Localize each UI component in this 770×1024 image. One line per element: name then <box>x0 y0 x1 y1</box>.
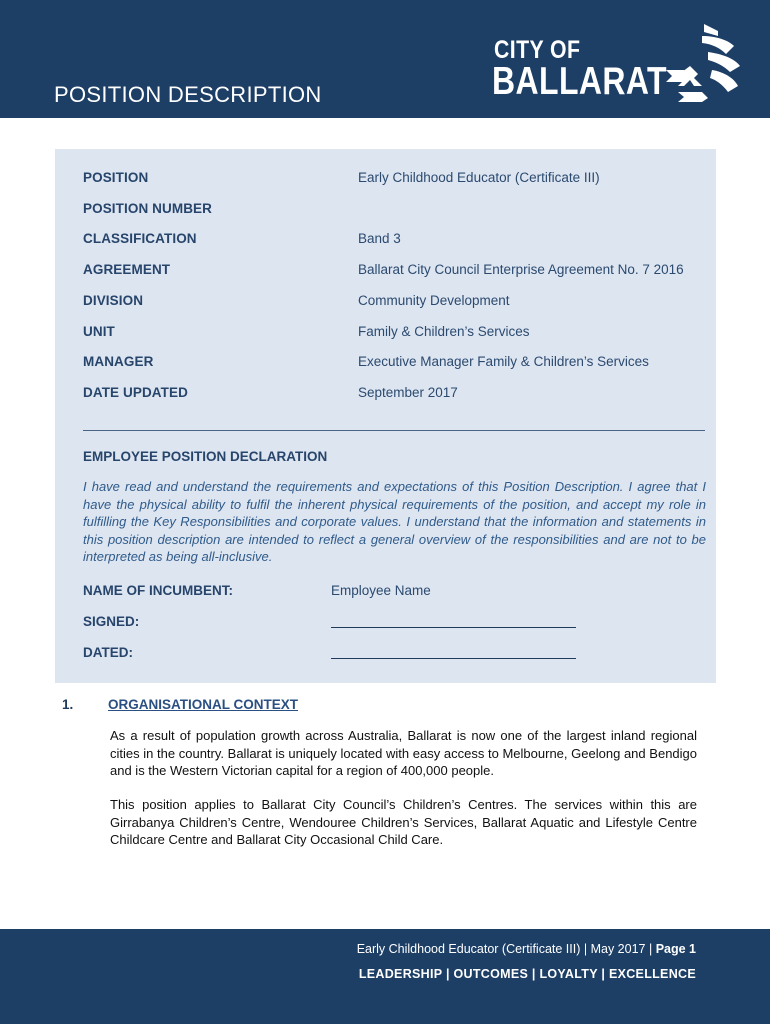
date-line[interactable] <box>331 658 576 659</box>
detail-label: POSITION NUMBER <box>83 201 213 216</box>
detail-row-agreement <box>83 262 703 280</box>
detail-row-classification <box>83 231 703 249</box>
incumbent-name-field[interactable]: Employee Name <box>331 583 431 598</box>
signed-label: SIGNED: <box>83 614 140 629</box>
dated-row <box>83 645 703 663</box>
detail-label: CLASSIFICATION <box>83 231 197 246</box>
detail-value: Band 3 <box>358 231 401 246</box>
section-title-organisational-context: ORGANISATIONAL CONTEXT <box>108 697 299 712</box>
incumbent-label: NAME OF INCUMBENT: <box>83 583 233 598</box>
detail-row-division <box>83 293 703 311</box>
ballarat-flag-logo-icon <box>664 22 744 102</box>
context-paragraph: As a result of population growth across Australia, Ballarat is now one of the largest inland regional cities in the country. Ballarat is uniquely located with easy access to Melbourne, Geelong and Bendigo and is the Western Victorian capital for a region of 400,000 people. <box>110 728 697 779</box>
document-title: POSITION DESCRIPTION <box>54 82 322 107</box>
detail-value: Early Childhood Educator (Certificate III) <box>358 170 600 185</box>
declaration-text: I have read and understand the requirements and expectations of this Position Description. I agree that I have the physical ability to fulfil the inherent physical requirements of the position, and accept my role in fulfilling the Key Responsibilities and corporate values. I understand that the information and statements in this position description are intended to reflect a general overview of the responsibilities and are not to be interpreted as being all-inclusive. <box>83 479 706 565</box>
detail-value: Family & Children’s Services <box>358 324 530 339</box>
detail-value: Community Development <box>358 293 510 308</box>
signature-line[interactable] <box>331 627 576 628</box>
footer-page-number: Page 1 <box>655 942 696 956</box>
detail-label: UNIT <box>83 324 115 339</box>
footer-document-info <box>357 942 696 956</box>
detail-label: DIVISION <box>83 293 144 308</box>
detail-value: Executive Manager Family & Children’s Services <box>358 354 649 369</box>
footer-banner <box>0 929 770 1024</box>
detail-value: September 2017 <box>358 385 458 400</box>
detail-label: DATE UPDATED <box>83 385 188 400</box>
dated-label: DATED: <box>83 645 133 660</box>
incumbent-name-row <box>83 583 703 601</box>
detail-label: AGREEMENT <box>83 262 171 277</box>
footer-tagline: LEADERSHIP | OUTCOMES | LOYALTY | EXCELLENCE <box>358 967 696 981</box>
declaration-heading: EMPLOYEE POSITION DECLARATION <box>83 449 328 464</box>
detail-row-unit <box>83 324 703 342</box>
signed-row <box>83 614 703 632</box>
section-number: 1. <box>62 697 74 712</box>
position-details-panel <box>55 149 716 683</box>
context-paragraph: This position applies to Ballarat City Council’s Children’s Centres. The services within this are Girrabanya Children’s Centre, Wendouree Children’s Services, Ballarat Aquatic and Lifestyle Centre Childcare Centre and Ballarat City Occasional Child Care. <box>110 797 697 848</box>
city-of-ballarat-logo <box>492 20 747 105</box>
logo-text-city-of: CITY OF <box>494 36 581 64</box>
detail-row-position-number <box>83 201 703 219</box>
detail-row-manager <box>83 354 703 372</box>
detail-label: POSITION <box>83 170 149 185</box>
detail-row-position <box>83 170 703 188</box>
detail-value: Ballarat City Council Enterprise Agreement No. 7 2016 <box>358 262 684 277</box>
footer-doc-info-text: Early Childhood Educator (Certificate III) | May 2017 | <box>356 942 656 956</box>
section-divider <box>83 430 705 431</box>
logo-text-ballarat: BALLARAT <box>492 60 667 103</box>
header-banner <box>0 0 770 118</box>
detail-row-date-updated <box>83 385 703 403</box>
detail-label: MANAGER <box>83 354 154 369</box>
